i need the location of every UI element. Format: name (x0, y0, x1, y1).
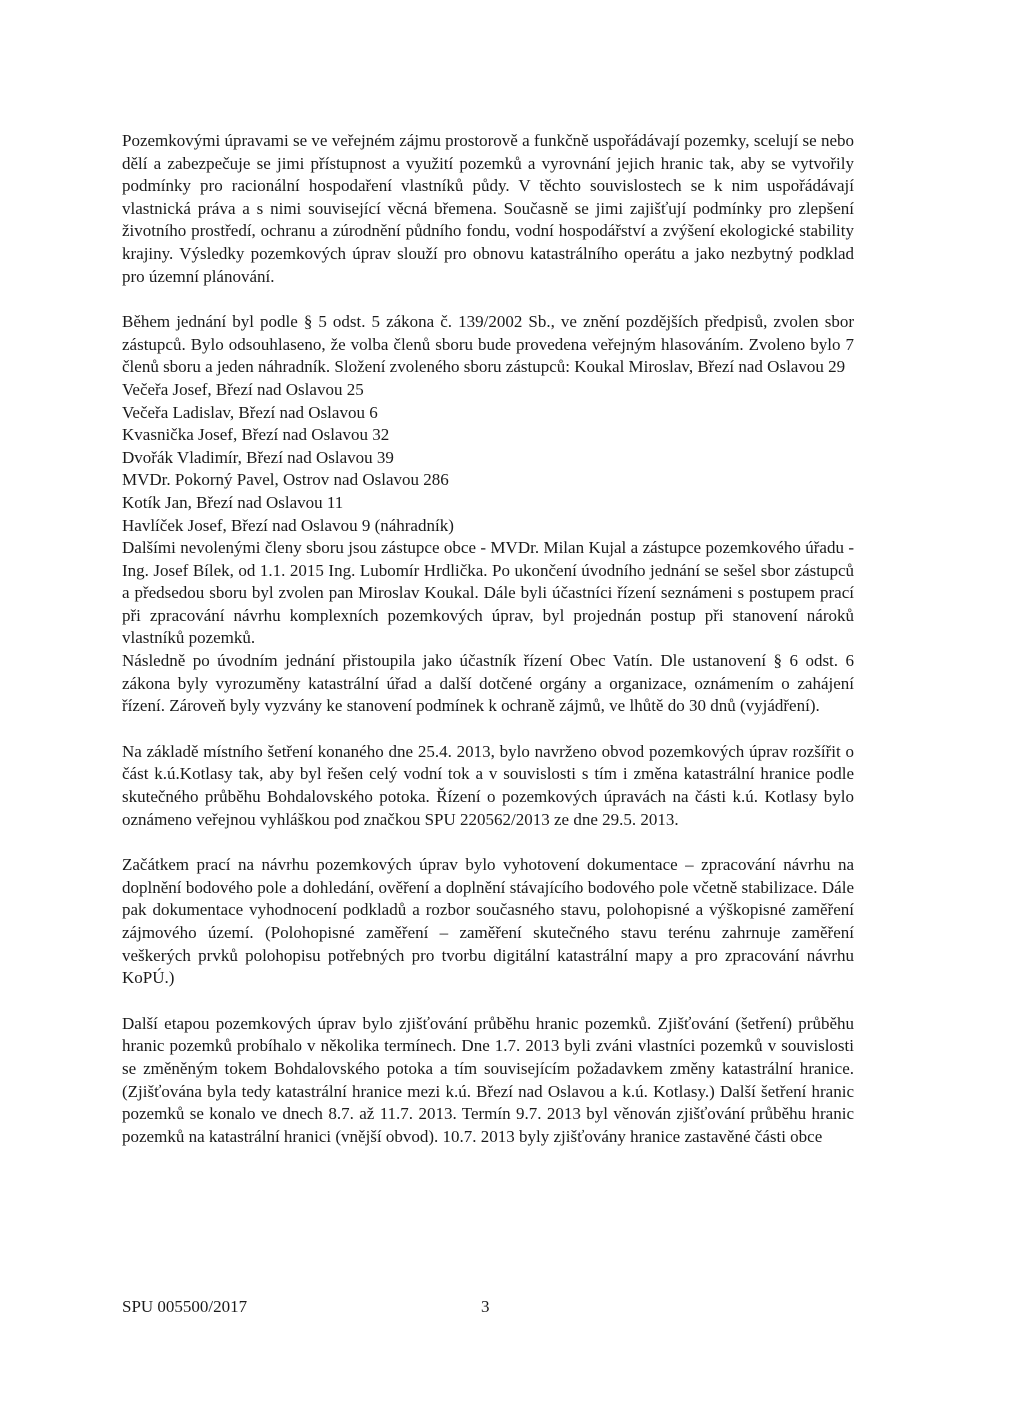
paragraph-zacatek-praci: Začátkem prací na návrhu pozemkových úprav bylo vyhotovení dokumentace – zpracování návrhu na doplnění bodového pole a dohledání, ověření a doplnění stávajícího bodového pole včetně stabilizace. Dále pak dokumentace vyhodnocení podkladů a rozbor současného stavu, polohopisné a výškopisné zaměření zájmového území. (Polohopisné zaměření – zaměření skutečného stavu terénu zahrnuje zaměření veškerých prvků polohopisu potřebných pro tvorbu digitální katastrální mapy a pro zpracování návrhu KoPÚ.) (122, 855, 854, 988)
member-item: MVDr. Pokorný Pavel, Ostrov nad Oslavou 286 (122, 470, 449, 490)
paragraph-zjistovani-hranic: Další etapou pozemkových úprav bylo zjišťování průběhu hranic pozemků. Zjišťování (šetření) průběhu hranic pozemků probíhalo v několika termínech. Dne 1.7. 2013 byli zváni vlastníci pozemků v souvislosti se změněným tokem Bohdalovského potoka a tím souvisejícím požadavkem změny katastrální hranice. (Zjišťována byla tedy katastrální hranice mezi k.ú. Březí nad Oslavou a k.ú. Kotlasy.) Další šetření hranic pozemků se konalo ve dnech 8.7. až 11.7. 2013. Termín 9.7. 2013 byl věnován zjišťování průběhu hranic pozemků na katastrální hranici (vnější obvod). 10.7. 2013 byly zjišťovány hranice zastavěné části obce (122, 1013, 854, 1146)
member-item: Dvořák Vladimír, Březí nad Oslavou 39 (122, 447, 394, 467)
section-sbor-zastupcu (122, 311, 854, 718)
member-item: Kotík Jan, Březí nad Oslavou 11 (122, 492, 344, 512)
member-item: Večeřa Ladislav, Březí nad Oslavou 6 (122, 402, 378, 422)
member-item: Večeřa Josef, Březí nad Oslavou 25 (122, 379, 364, 399)
paragraph-volba-sboru: Během jednání byl podle § 5 odst. 5 zákona č. 139/2002 Sb., ve znění pozdějších předpisů, zvolen sbor zástupců. Bylo odsouhlaseno, že volba členů sboru bude provedena veřejným hlasováním. Zvoleno bylo 7 členů sboru a jeden náhradník. Složení zvoleného sboru zástupců: Koukal Miroslav, Březí nad Oslavou 29 (122, 312, 854, 377)
member-item: Kvasnička Josef, Březí nad Oslavou 32 (122, 425, 390, 445)
members-list (122, 379, 854, 537)
document-body (122, 130, 854, 1148)
member-item: Havlíček Josef, Březí nad Oslavou 9 (náhradník) (122, 515, 454, 535)
page-number: 3 (481, 1297, 490, 1316)
page-footer (122, 1296, 854, 1320)
document-reference: SPU 005500/2017 (122, 1297, 248, 1316)
paragraph-mistni-setreni: Na základě místního šetření konaného dne 25.4. 2013, bylo navrženo obvod pozemkových úprav rozšířit o část k.ú.Kotlasy tak, aby byl řešen celý vodní tok a v souvislosti s tím i změna katastrální hranice podle skutečného průběhu Bohdalovského potoka. Řízení o pozemkových úpravách na části k.ú. Kotlasy bylo oznámeno veřejnou vyhláškou pod značkou SPU 220562/2013 ze dne 29.5. 2013. (122, 741, 854, 829)
paragraph-nevoleni-clenove: Dalšími nevolenými členy sboru jsou zástupce obce - MVDr. Milan Kujal a zástupce pozemkového úřadu - Ing. Josef Bílek, od 1.1. 2015 Ing. Lubomír Hrdlička. Po ukončení úvodního jednání se sešel sbor zástupců a předsedou sboru byl zvolen pan Miroslav Koukal. Dále byli účastníci řízení seznámeni s postupem prací při zpracování návrhu komplexních pozemkových úprav, byl projednán postup při stanovení nároků vlastníků pozemků. (122, 538, 854, 648)
paragraph-pozemkove-upravy: Pozemkovými úpravami se ve veřejném zájmu prostorově a funkčně uspořádávají pozemky, scelují se nebo dělí a zabezpečuje se jimi přístupnost a využití pozemků a vyrovnání jejich hranic tak, aby se vytvořily podmínky pro racionální hospodaření vlastníků půdy. V těchto souvislostech se k nim uspořádávají vlastnická práva a s nimi související věcná břemena. Současně se jimi zajišťují podmínky pro zlepšení životního prostředí, ochranu a zúrodnění půdního fondu, vodní hospodářství a zvýšení ekologické stability krajiny. Výsledky pozemkových úprav slouží pro obnovu katastrálního operátu a jako nezbytný podklad pro územní plánování. (122, 131, 854, 286)
paragraph-obec-vatin: Následně po úvodním jednání přistoupila jako účastník řízení Obec Vatín. Dle ustanovení § 6 odst. 6 zákona byly vyrozuměny katastrální úřad a další dotčené orgány a organizace, oznámením o zahájení řízení. Zároveň byly vyzvány ke stanovení podmínek k ochraně zájmů, ve lhůtě do 30 dnů (vyjádření). (122, 651, 854, 716)
